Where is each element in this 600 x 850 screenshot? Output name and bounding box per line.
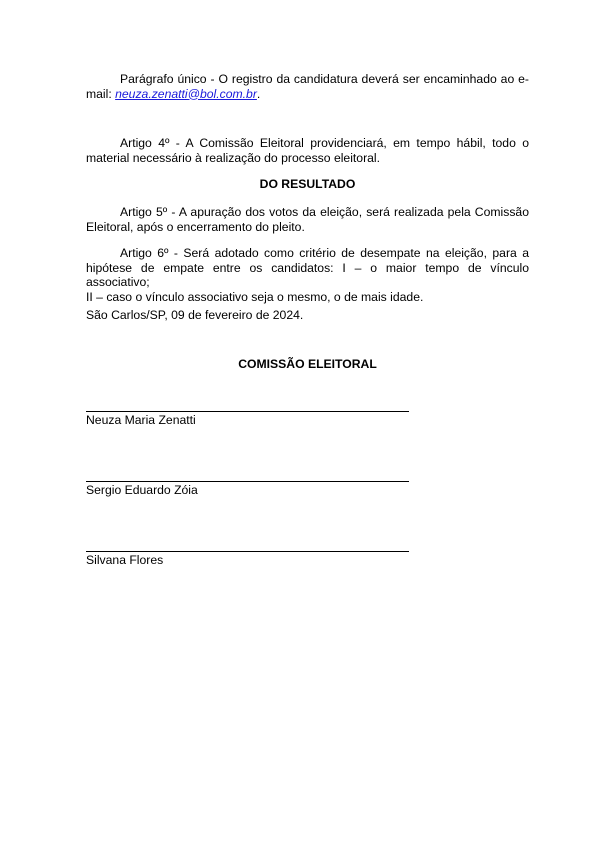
comissao-heading: COMISSÃO ELEITORAL (238, 357, 377, 371)
artigo-4-text: Artigo 4º - A Comissão Eleitoral providenciará, em tempo hábil, todo o material necessário à realização do processo eleitoral. (86, 136, 529, 165)
artigo-4 (86, 136, 529, 165)
signature-line (86, 411, 409, 412)
resultado-heading: DO RESULTADO (259, 177, 356, 191)
paragrafo-unico (86, 72, 529, 101)
artigo-6-line2: II – caso o vínculo associativo seja o mesmo, o de mais idade. (86, 289, 424, 304)
date-place: São Carlos/SP, 09 de fevereiro de 2024. (86, 308, 304, 322)
artigo-5 (86, 205, 529, 234)
signature-name: Neuza Maria Zenatti (86, 413, 196, 427)
email-link[interactable]: neuza.zenatti@bol.com.br (115, 86, 257, 101)
signature-line (86, 481, 409, 482)
artigo-5-text: Artigo 5º - A apuração dos votos da eleição, será realizada pela Comissão Eleitoral, após o encerramento do pleito. (86, 205, 529, 234)
paragrafo-unico-text: Parágrafo único - O registro da candidatura deverá ser encaminhado ao e-mail: (86, 72, 529, 101)
signature-line (86, 551, 409, 552)
signature-name: Silvana Flores (86, 553, 164, 567)
signature-name: Sergio Eduardo Zóia (86, 483, 198, 497)
paragrafo-unico-end: . (256, 86, 261, 101)
artigo-6-line1: Artigo 6º - Será adotado como critério de desempate na eleição, para a hipótese de empate entre os candidatos: I – o maior tempo de vínculo associativo; (86, 246, 529, 289)
artigo-6 (86, 246, 529, 304)
